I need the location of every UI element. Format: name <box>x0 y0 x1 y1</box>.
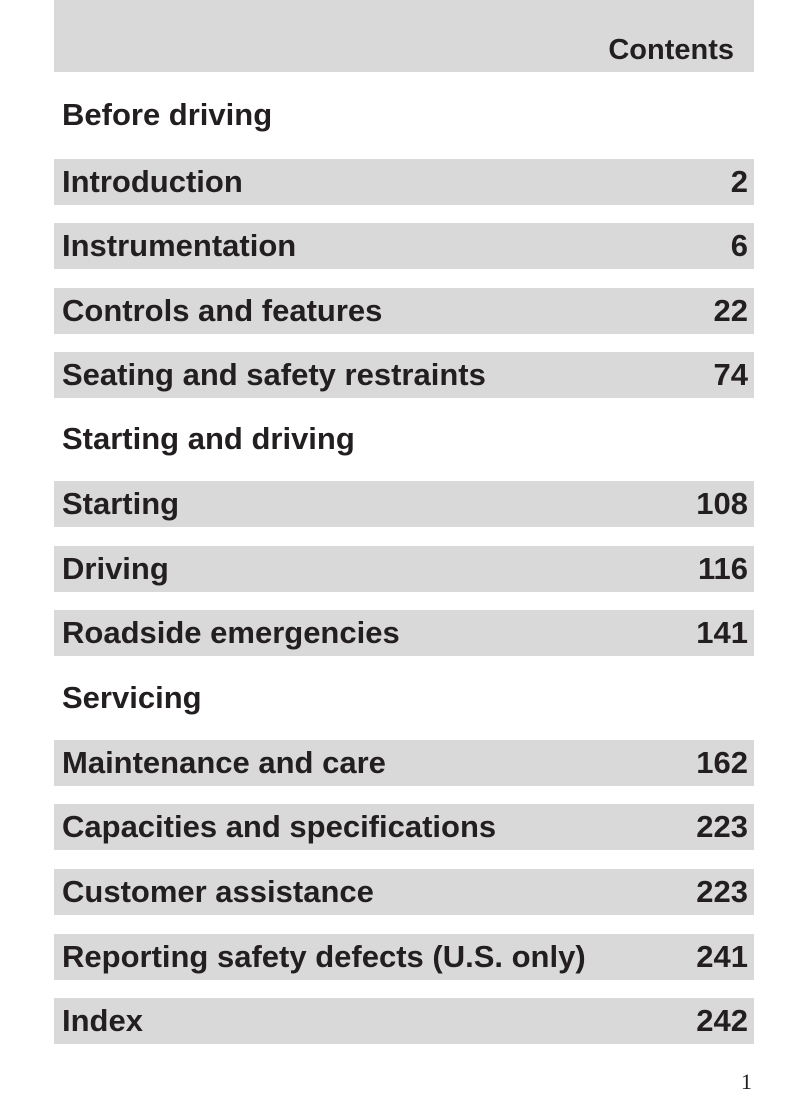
toc-entry-capacities-and-specifications[interactable] <box>54 804 754 850</box>
toc-entry-instrumentation[interactable] <box>54 223 754 269</box>
toc-entry-label: Index <box>62 1003 143 1038</box>
toc-entry-label: Driving <box>62 551 169 586</box>
toc-entry-controls-and-features[interactable] <box>54 288 754 334</box>
contents-header-bar <box>54 0 754 72</box>
toc-entry-label: Introduction <box>62 164 243 199</box>
toc-entry-page: 162 <box>696 745 748 780</box>
toc-entry-page: 141 <box>696 615 748 650</box>
section-heading-before-driving: Before driving <box>62 97 273 132</box>
toc-entry-page: 108 <box>696 486 748 521</box>
toc-entry-page: 116 <box>697 551 748 586</box>
toc-entry-driving[interactable] <box>54 546 754 592</box>
toc-entry-label: Seating and safety restraints <box>62 357 486 392</box>
toc-entry-page: 223 <box>696 874 748 909</box>
page-title: Contents <box>608 34 734 66</box>
toc-entry-introduction[interactable] <box>54 159 754 205</box>
toc-entry-label: Maintenance and care <box>62 745 386 780</box>
toc-entry-seating-and-safety-restraints[interactable] <box>54 352 754 398</box>
toc-entry-label: Customer assistance <box>62 874 374 909</box>
toc-entry-reporting-safety-defects[interactable] <box>54 934 754 980</box>
toc-entry-page: 242 <box>696 1003 748 1038</box>
page-number: 1 <box>741 1069 752 1094</box>
toc-entry-page: 223 <box>696 809 748 844</box>
toc-entry-page: 6 <box>730 228 748 263</box>
toc-entry-page: 74 <box>713 357 748 392</box>
toc-entry-label: Roadside emergencies <box>62 615 400 650</box>
toc-entry-label: Capacities and specifications <box>62 809 497 844</box>
toc-entry-label: Reporting safety defects (U.S. only) <box>62 939 586 974</box>
toc-entry-index[interactable] <box>54 998 754 1044</box>
toc-entry-page: 2 <box>730 164 748 199</box>
toc-entry-label: Controls and features <box>62 293 383 328</box>
toc-entry-customer-assistance[interactable] <box>54 869 754 915</box>
toc-entry-starting[interactable] <box>54 481 754 527</box>
section-heading-servicing: Servicing <box>62 680 202 715</box>
toc-entry-maintenance-and-care[interactable] <box>54 740 754 786</box>
toc-entry-label: Instrumentation <box>62 228 297 263</box>
toc-entry-page: 22 <box>713 293 748 328</box>
section-heading-starting-and-driving: Starting and driving <box>62 421 355 456</box>
toc-entry-page: 241 <box>696 939 748 974</box>
toc-entry-roadside-emergencies[interactable] <box>54 610 754 656</box>
toc-entry-label: Starting <box>62 486 180 521</box>
